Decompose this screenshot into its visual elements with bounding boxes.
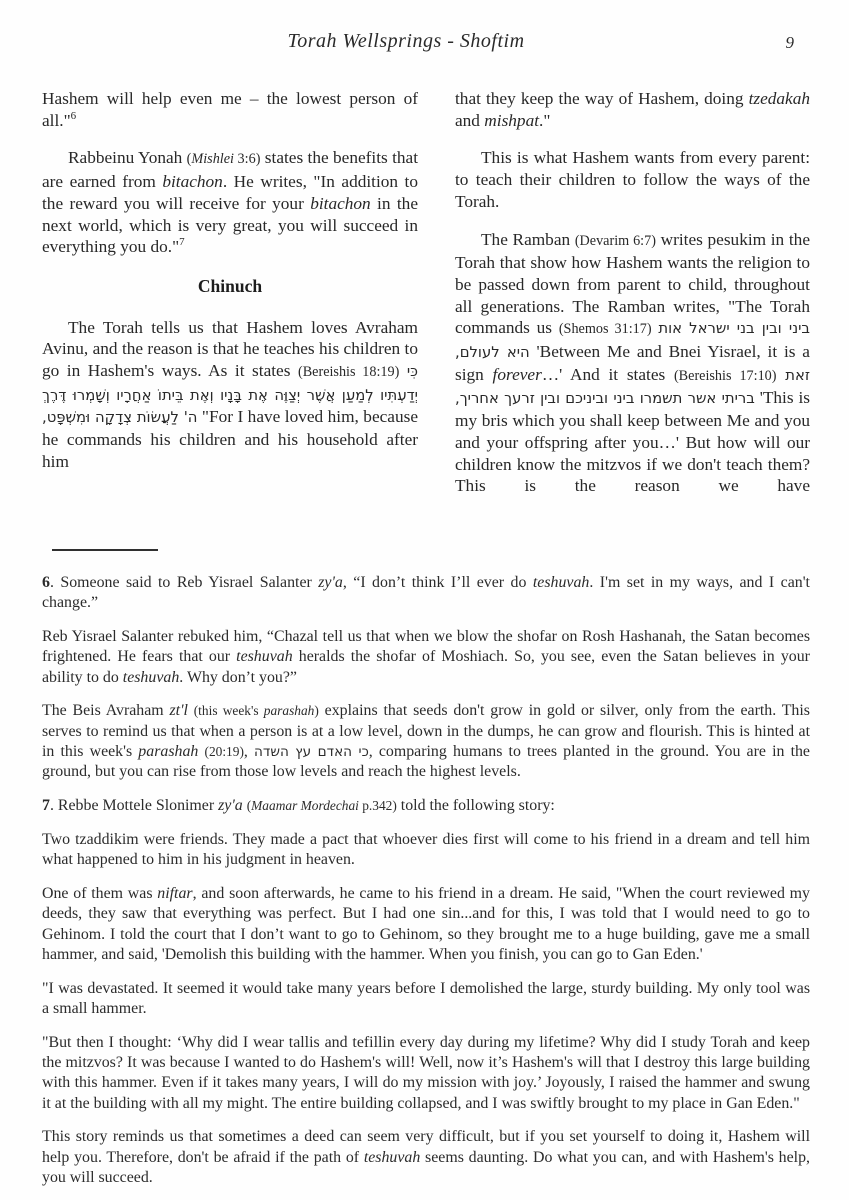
section-heading: Chinuch	[197, 275, 263, 296]
footnote-paragraph: "But then I thought: ‘Why did I wear tallis and tefillin every day during my lifetime? Why did I study Torah and keep the mitzvos? It was because I wanted to do Hashem's will! Well, now it’s Hashem's will that I destroy this large building with this hammer. Even if it takes many years, I will do my mission with joy.’ Joyously, I raised the hammer and swung it at the building with all my might. The entire building collapsed, and I was swiftly brought to my place in Gan Eden."	[42, 1033, 810, 1112]
footnote-paragraph: 6. Someone said to Reb Yisrael Salanter zy'a, “I don’t think I’ll ever do teshuvah. I'm set in my ways, and I can't change.”	[42, 573, 810, 612]
footnote-paragraph: Two tzaddikim were friends. They made a pact that whoever dies first will come to his friend in a dream and tell him what happened to him in his judgment in heaven.	[42, 830, 810, 869]
hebrew-text: ביני ובין בני ישראל אות היא לעולם,	[455, 320, 810, 362]
footnotes-section	[42, 549, 810, 1188]
page-header	[42, 30, 810, 62]
left-column	[42, 88, 418, 513]
footnote-paragraph: The Beis Avraham zt'l (this week's parashah) explains that seeds don't grow in gold or silver, only from the earth. This serves to remind us that when a person is at a low level, down in the dumps, he can grow and flourish. This is hinted at in this week's parashah (20:19), כי האדם עץ השדה, comparing humans to trees planted in the ground. You are in the ground, but you can rise from those low levels and reach the highest levels.	[42, 702, 810, 781]
footnote-divider	[52, 549, 158, 551]
hebrew-text: כִּי יְדַעְתִּיו לְמַעַן אֲשֶׁר יְצַוֶּה אֶת בָּנָיו וְאֶת בֵּיתוֹ אַחֲרָיו וְשָׁמְרוּ דֶּרֶךְ ה' לַעֲשׂוֹת צְדָקָה וּמִשְׁפָּט,	[42, 363, 418, 427]
footnotes	[42, 573, 810, 1188]
paragraph: Hashem will help even me – the lowest person of all."$^6$	[42, 89, 418, 130]
footnote-marker: 6	[70, 109, 77, 122]
footnote-paragraph: Reb Yisrael Salanter rebuked him, “Chazal tell us that when we blow the shofar on Rosh Hashanah, the Satan becomes frightened. He fears that our teshuvah heralds the shofar of Moshiach. So, you see, even the Satan believes in your ability to do teshuvah. Why don’t you?”	[42, 628, 810, 686]
footnote-paragraph: This story reminds us that sometimes a deed can seem very difficult, but if you set yourself to doing it, Hashem will help you. Therefore, don't be afraid if the path of teshuvah seems daunting. Do what you can, and with Hashem's help, you will succeed.	[42, 1128, 810, 1187]
right-column	[455, 88, 810, 513]
page-number: 9	[785, 33, 794, 52]
hebrew-text: זאת בריתי אשר תשמרו ביני וביניכם ובין זרעך אחריך,	[455, 366, 810, 408]
footnote-marker: 7	[179, 236, 185, 249]
footnote-paragraph: One of them was niftar, and soon afterwards, he came to his friend in a dream. He said, "When the court reviewed my deeds, they saw that everything was perfect. But I had one sin...and for this, I was told that I would need to go to Gehinom. I told the court that I don’t want to go to Gehinom, so they brought me to a huge building, gave me a small hammer, and said, 'Demolish this building with the hammer. When you finish, you can go to Gan Eden.'	[42, 885, 810, 963]
paragraph: The Torah tells us that Hashem loves Avraham Avinu, and the reason is that he teaches his children to go in Hashem's ways. As it states (Bereishis 18:19) כִּי יְדַעְתִּיו לְמַעַן אֲשֶׁר יְצַוֶּה אֶת בָּנָיו וְאֶת בֵּיתוֹ אַחֲרָיו וְשָׁמְרוּ דֶּרֶךְ ה' לַעֲשׂוֹת צְדָקָה וּמִשְׁפָּט, "For I have loved him, because he commands his children and his household after him	[42, 317, 418, 471]
paragraph: The Ramban (Devarim 6:7) writes pesukim in the Torah that show how Hashem wants the religion to be passed down from parent to child, throughout all generations. The Ramban writes, "The Torah commands us (Shemos 31:17) ביני ובין בני ישראל אות היא לעולם, 'Between Me and Bnei Yisrael, it is a sign forever…' And it states (Bereishis 17:10) זאת בריתי אשר תשמרו ביני וביניכם ובין זרעך אחריך, 'This is my bris which you shall keep between Me and you and your offspring after you…' But how will our children know the mitzvos if we don't teach them? This is the reason we have	[455, 229, 810, 496]
hebrew-text: כי האדם עץ השדה	[254, 744, 369, 761]
page-title: Torah Wellsprings - Shoftim	[287, 30, 525, 52]
footnote-paragraph: "I was devastated. It seemed it would take many years before I demolished the large, sturdy building. My only tool was a small hammer.	[42, 979, 810, 1017]
paragraph: Rabbeinu Yonah (Mishlei 3:6) states the benefits that are earned from bitachon. He writes, "In addition to the reward you will receive for your bitachon in the next world, which is very great, you will succeed in everything you do."$^7$	[42, 148, 419, 257]
paragraph: that they keep the way of Hashem, doing tzedakah and mishpat."	[455, 89, 810, 130]
main-text	[42, 88, 810, 513]
footnote-paragraph: 7. Rebbe Mottele Slonimer zy'a (Maamar Mordechai p.342) told the following story:	[42, 797, 555, 815]
paragraph: This is what Hashem wants from every parent: to teach their children to follow the ways of the Torah.	[455, 148, 810, 211]
